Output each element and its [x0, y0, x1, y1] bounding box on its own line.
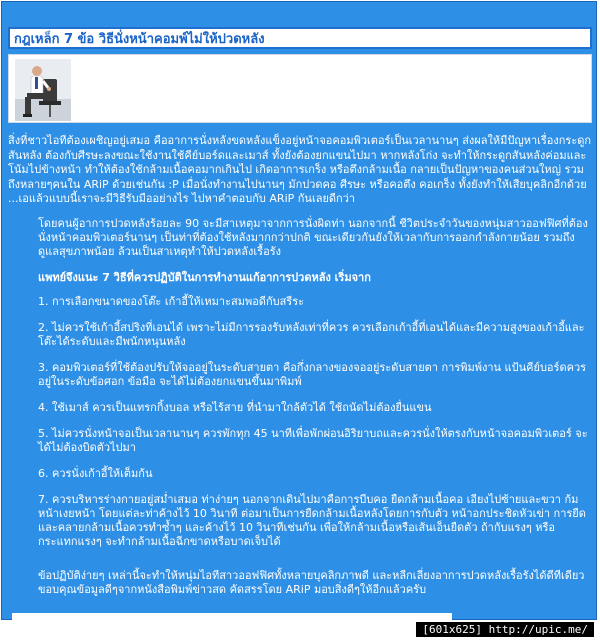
tip-item: 5. ไม่ควรนั่งหน้าจอเป็นเวลานานๆ ควรพักทุก 45 นาทีเพื่อพักผ่อนอิริยาบถและควรนั่งให้ตรงกับหน้าจอคอมพิวเตอร์ จะได้ไม่ต้องบิดตัวไปมา	[38, 426, 588, 454]
intro-paragraph: สิ่งที่ชาวไอทีต้องเผชิญอยู่เสมอ คืออาการนั่งหลังขดหลังแข็งอยู่หน้าจอคอมพิวเตอร์เป็นเวลานานๆ ส่งผลให้มีปัญหาเรื่องกระดูกสันหลัง ต้องกับศีรษะลงขณะใช้งานใช้คีย์บอร์ดและเมาส์ ทั้งยังต้องยกแขนไปมา หากหลังโก่ง จะทำให้กระดูกสันหลังค่อมและโน้มไปข้างหน้า ทำให้ต้องใช้กล้ามเนื้อคอมากเกินไป เกิดอาการเกร็ง หรือตึงกล้ามเนื้อ กลายเป็นปัญหาของคนส่วนใหญ่ รวมถึงหลายๆคนใน ARiP ด้วยเช่นกัน :P เมื่อนั่งทำงานไปนานๆ มักปวดคอ ศีรษะ หรือคอตึง คอเกร็ง ทั้งยังทำให้เสียบุคลิกอีกด้วย ...เอแล้วแบบนี้เราจะมีวิธีรับมืออย่างไร ไปหาคำตอบกับ ARiP กันเลยดีกว่า	[8, 134, 592, 205]
image-panel	[8, 54, 592, 123]
tip-item: 3. คอมพิวเตอร์ที่ใช้ต้องปรับให้จออยู่ในระดับสายตา คือกึ่งกลางของจออยู่ระดับสายตา การพิมพ์งาน แป้นคีย์บอร์ดควรอยู่ในระดับข้อศอก ข้อมือ จะได้ไม่ต้องยกแขนขึ้นมาพิมพ์	[38, 360, 587, 388]
bottom-strip	[12, 613, 452, 623]
image-host-watermark: [601x625] http://upic.me/	[416, 622, 594, 637]
tip-item: 7. ควรบริหารร่างกายอยู่สม่ำเสมอ ท่าง่ายๆ นอกจากเดินไปมาคือการบีบคอ ยืดกล้ามเนื้อคอ เอียงไปซ้ายและขวา ก้มหน้าเงยหน้า โดยแต่ละท่าค้างไว้ 10 วินาที ต่อมาเป็นการยืดกล้ามเนื้อหลังโดยการกับตัว หน้าอกประชิดหัวเข่า การยืดและคลายกล้ามเนื้อควรทำซ้ำๆ และค้างไว้ 10 วินาทีเช่นกัน เพื่อให้กล้ามเนื้อหรือเส้นเอ็นยืดตัว ถ้ากับแรงๆ หรือกระแทกแรงๆ จะทำกล้ามเนื้อฉีกขาดหรือบาดเจ็บได้	[38, 492, 586, 548]
tip-item: 2. ไม่ควรใช้เก้าอี้สปริงที่เอนได้ เพราะไม่มีการรองรับหลังเท่าที่ควร ควรเลือกเก้าอี้ที่เอนได้และมีความสูงของเก้าอี้และโต๊ะได้ระดับและมีพนักหนุนหลัง	[38, 320, 585, 348]
article-body	[8, 134, 592, 597]
title-box	[8, 27, 592, 49]
page-title: กฎเหล็ก 7 ข้อ วิธีนั่งหน้าคอมพ์ไม่ให้ปวดหลัง	[14, 31, 265, 47]
tip-item: 6. ควรนั่งเก้าอี้ให้เต็มก้น	[38, 466, 153, 480]
tip-item: 1. การเลือกขนาดของโต๊ะ เก้าอี้ให้เหมาะสมพอดีกับสรีระ	[38, 294, 305, 308]
cause-paragraph: โดยคนผู้อาการปวดหลังร้อยละ 90 จะมีสาเหตุมาจากการนั่งผิดท่า นอกจากนี้ ชีวิตประจำวันของหนุ่มสาวออฟฟิศที่ต้องนั่งหน้าคอมพิวเตอร์นานๆ เป็นท่าที่ต้องใช้หลังมากกว่าปกติ ขณะเดียวกันยังให้เวลากับการออกกำลังกายน้อย รวมถึงดูแลสุขภาพน้อย ล้วนเป็นสาเหตุทำให้ปวดหลังเรื้อรัง	[38, 216, 588, 258]
tips-heading: แพทย์จึงแนะ 7 วิธีที่ควรปฏิบัติในการทำงานแก้อาการปวดหลัง เริ่มจาก	[38, 270, 371, 284]
tips-list	[38, 295, 592, 549]
content-frame	[1, 1, 597, 620]
man-with-back-pain-photo	[15, 59, 71, 121]
closing-paragraph: ข้อปฏิบัติง่ายๆ เหล่านี้จะทำให้หนุ่มไอทีสาวออฟฟิศทั้งหลายบุคลิกภาพดี และหลีกเลี่ยงอาการปวดหลังเรื้อรังได้ดีทีเดียว ขอบคุณข้อมูลดีๆจากหนังสือพิมพ์ข่าวสด คัดสรรโดย ARiP มอบสิ่งดีๆให้อีกแล้วครับ	[38, 568, 585, 596]
tip-item: 4. ใช้เมาส์ ควรเป็นแทรกกิ้งบอล หรือไร้สาย ที่นำมาใกล้ตัวได้ ใช้ถนัดไม่ต้องยื่นแขน	[38, 400, 432, 414]
